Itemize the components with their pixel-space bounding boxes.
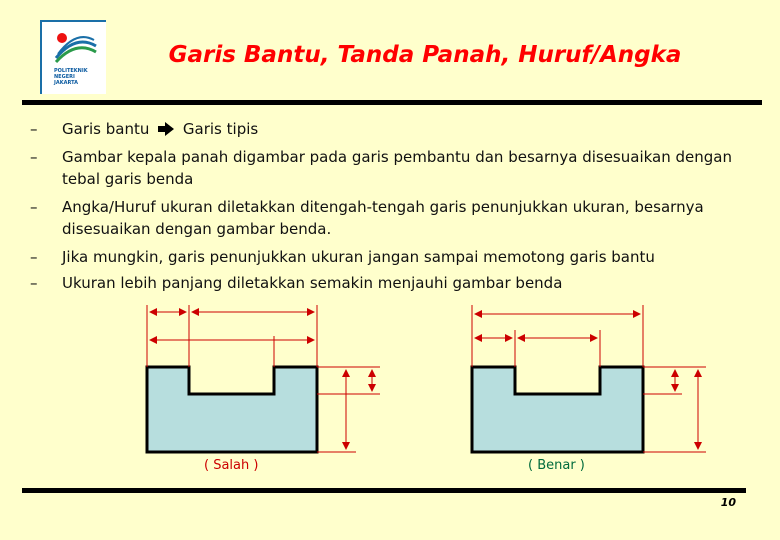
- page-number: 10: [720, 496, 736, 509]
- bullet-item-2: [30, 146, 750, 190]
- bullet-dash: –: [30, 120, 38, 138]
- logo: [40, 20, 106, 94]
- right-arrow-icon: [158, 122, 174, 136]
- bullet-dash: –: [30, 148, 38, 166]
- benar-caption: ( Benar ): [528, 458, 585, 473]
- salah-part-shape: [147, 367, 317, 452]
- benar-part-shape: [472, 367, 643, 452]
- logo-text: [54, 68, 102, 86]
- logo-line-1: POLITEKNIK: [54, 68, 88, 74]
- bottom-divider: [22, 488, 746, 493]
- benar-drawing: [472, 305, 706, 452]
- bullet-1-right: Garis tipis: [182, 120, 259, 138]
- logo-mark-icon: [48, 28, 100, 66]
- dimension-diagram: [0, 300, 780, 480]
- salah-drawing: [147, 305, 380, 452]
- bullet-dash: –: [30, 198, 38, 216]
- bullet-item-1: [30, 118, 750, 140]
- bullet-2-text: Gambar kepala panah digambar pada garis pembantu dan besarnya disesuaikan dengan tebal garis benda: [62, 148, 732, 188]
- bullet-list: [30, 118, 750, 294]
- logo-line-3: JAKARTA: [54, 80, 78, 86]
- bullet-item-5: [30, 272, 750, 294]
- bullet-item-4: [30, 246, 750, 268]
- bullet-item-3: [30, 196, 750, 240]
- bullet-4-text: Jika mungkin, garis penunjukkan ukuran jangan sampai memotong garis bantu: [62, 248, 655, 266]
- bullet-dash: –: [30, 274, 38, 292]
- bullet-1-left: Garis bantu: [62, 120, 150, 138]
- bullet-3-text: Angka/Huruf ukuran diletakkan ditengah-tengah garis penunjukkan ukuran, besarnya disesuaikan dengan gambar benda.: [62, 198, 704, 238]
- page-title: Garis Bantu, Tanda Panah, Huruf/Angka: [168, 42, 682, 68]
- bullet-5-text: Ukuran lebih panjang diletakkan semakin menjauhi gambar benda: [62, 274, 563, 292]
- salah-caption: ( Salah ): [204, 458, 259, 473]
- top-divider: [22, 100, 762, 105]
- logo-line-2: NEGERI: [54, 74, 75, 80]
- bullet-dash: –: [30, 248, 38, 266]
